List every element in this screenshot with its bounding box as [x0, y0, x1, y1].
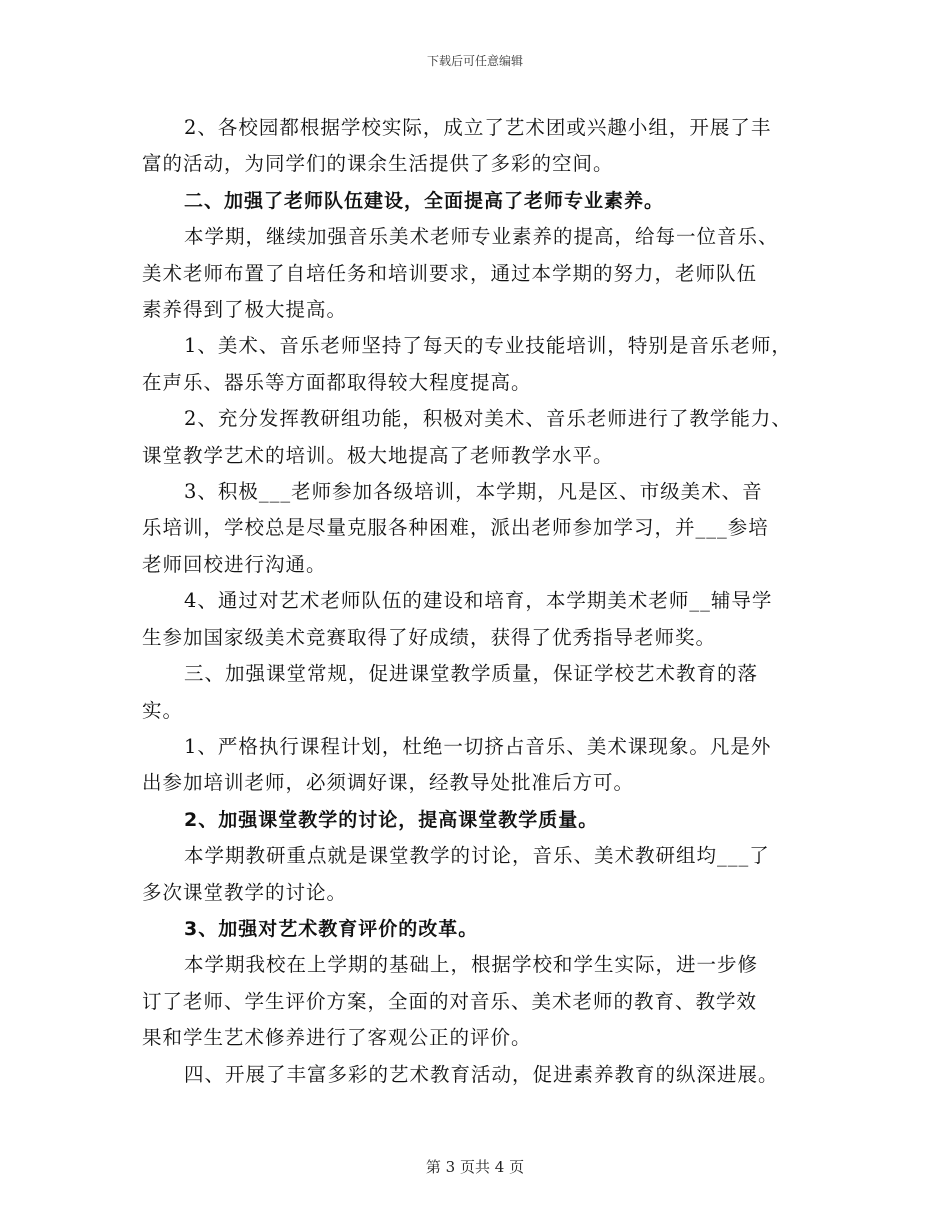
- paragraph: [142, 219, 822, 328]
- section-heading: [142, 802, 822, 838]
- paragraph: [142, 1057, 822, 1093]
- paragraph: [142, 656, 822, 729]
- text-line: 订了老师、学生评价方案，全面的对音乐、美术老师的教育、教学效: [142, 989, 758, 1013]
- section-heading: [142, 911, 822, 947]
- paragraph: [142, 110, 822, 183]
- paragraph: [142, 838, 822, 911]
- text-line: 本学期，继续加强音乐美术老师专业素养的提高，给每一位音乐、: [184, 225, 779, 249]
- text-line: 生参加国家级美术竞赛取得了好成绩，获得了优秀指导老师奖。: [142, 625, 717, 649]
- text-line: 本学期我校在上学期的基础上，根据学校和学生实际，进一步修: [184, 953, 759, 977]
- paragraph: [142, 474, 822, 583]
- text-line: 四、开展了丰富多彩的艺术教育活动，促进素养教育的纵深进展。: [184, 1062, 779, 1086]
- document-body: [142, 110, 822, 1093]
- text-line: 老师回校进行沟通。: [142, 552, 327, 576]
- text-line: 2、充分发挥教研组功能，积极对美术、音乐老师进行了教学能力、: [184, 407, 792, 431]
- text-line: 2、加强课堂教学的讨论，提高课堂教学质量。: [184, 808, 599, 831]
- text-line: 3、积极___老师参加各级培训，本学期，凡是区、市级美术、音: [184, 480, 763, 504]
- paragraph: [142, 947, 822, 1056]
- paragraph: [142, 401, 822, 474]
- text-line: 美术老师布置了自培任务和培训要求，通过本学期的努力，老师队伍: [142, 261, 758, 285]
- text-line: 1、美术、音乐老师坚持了每天的专业技能培训，特别是音乐老师，: [184, 334, 792, 358]
- section-heading: [142, 183, 822, 219]
- text-line: 在声乐、器乐等方面都取得较大程度提高。: [142, 370, 532, 394]
- text-line: 二、加强了老师队伍建设，全面提高了老师专业素养。: [184, 189, 665, 212]
- text-line: 2、各校园都根据学校实际，成立了艺术团或兴趣小组，开展了丰: [184, 116, 772, 139]
- text-line: 本学期教研重点就是课堂教学的讨论，音乐、美术教研组均___了: [184, 844, 770, 868]
- text-line: 课堂教学艺术的培训。极大地提高了老师教学水平。: [142, 443, 614, 467]
- paragraph: [142, 328, 822, 401]
- text-line: 多次课堂教学的讨论。: [142, 880, 348, 904]
- text-line: 果和学生艺术修养进行了客观公正的评价。: [142, 1026, 532, 1050]
- paragraph: [142, 729, 822, 802]
- text-line: 出参加培训老师，必须调好课，经教导处批准后方可。: [142, 771, 635, 795]
- paragraph: [142, 583, 822, 656]
- text-line: 乐培训，学校总是尽量克服各种困难，派出老师参加学习，并___参培: [142, 516, 769, 540]
- text-line: 富的活动，为同学们的课余生活提供了多彩的空间。: [142, 152, 614, 176]
- text-line: 素养得到了极大提高。: [142, 298, 348, 322]
- text-line: 3、加强对艺术教育评价的改革。: [184, 917, 479, 940]
- text-line: 实。: [142, 698, 184, 722]
- text-line: 4、通过对艺术老师队伍的建设和培育，本学期美术老师__辅导学: [184, 589, 773, 613]
- page-footer: 第 3 页共 4 页: [425, 1158, 525, 1176]
- text-line: 1、严格执行课程计划，杜绝一切挤占音乐、美术课现象。凡是外: [184, 734, 772, 758]
- text-line: 三、加强课堂常规，促进课堂教学质量，保证学校艺术教育的落: [184, 662, 759, 686]
- page-header: 下载后可任意编辑: [426, 54, 523, 68]
